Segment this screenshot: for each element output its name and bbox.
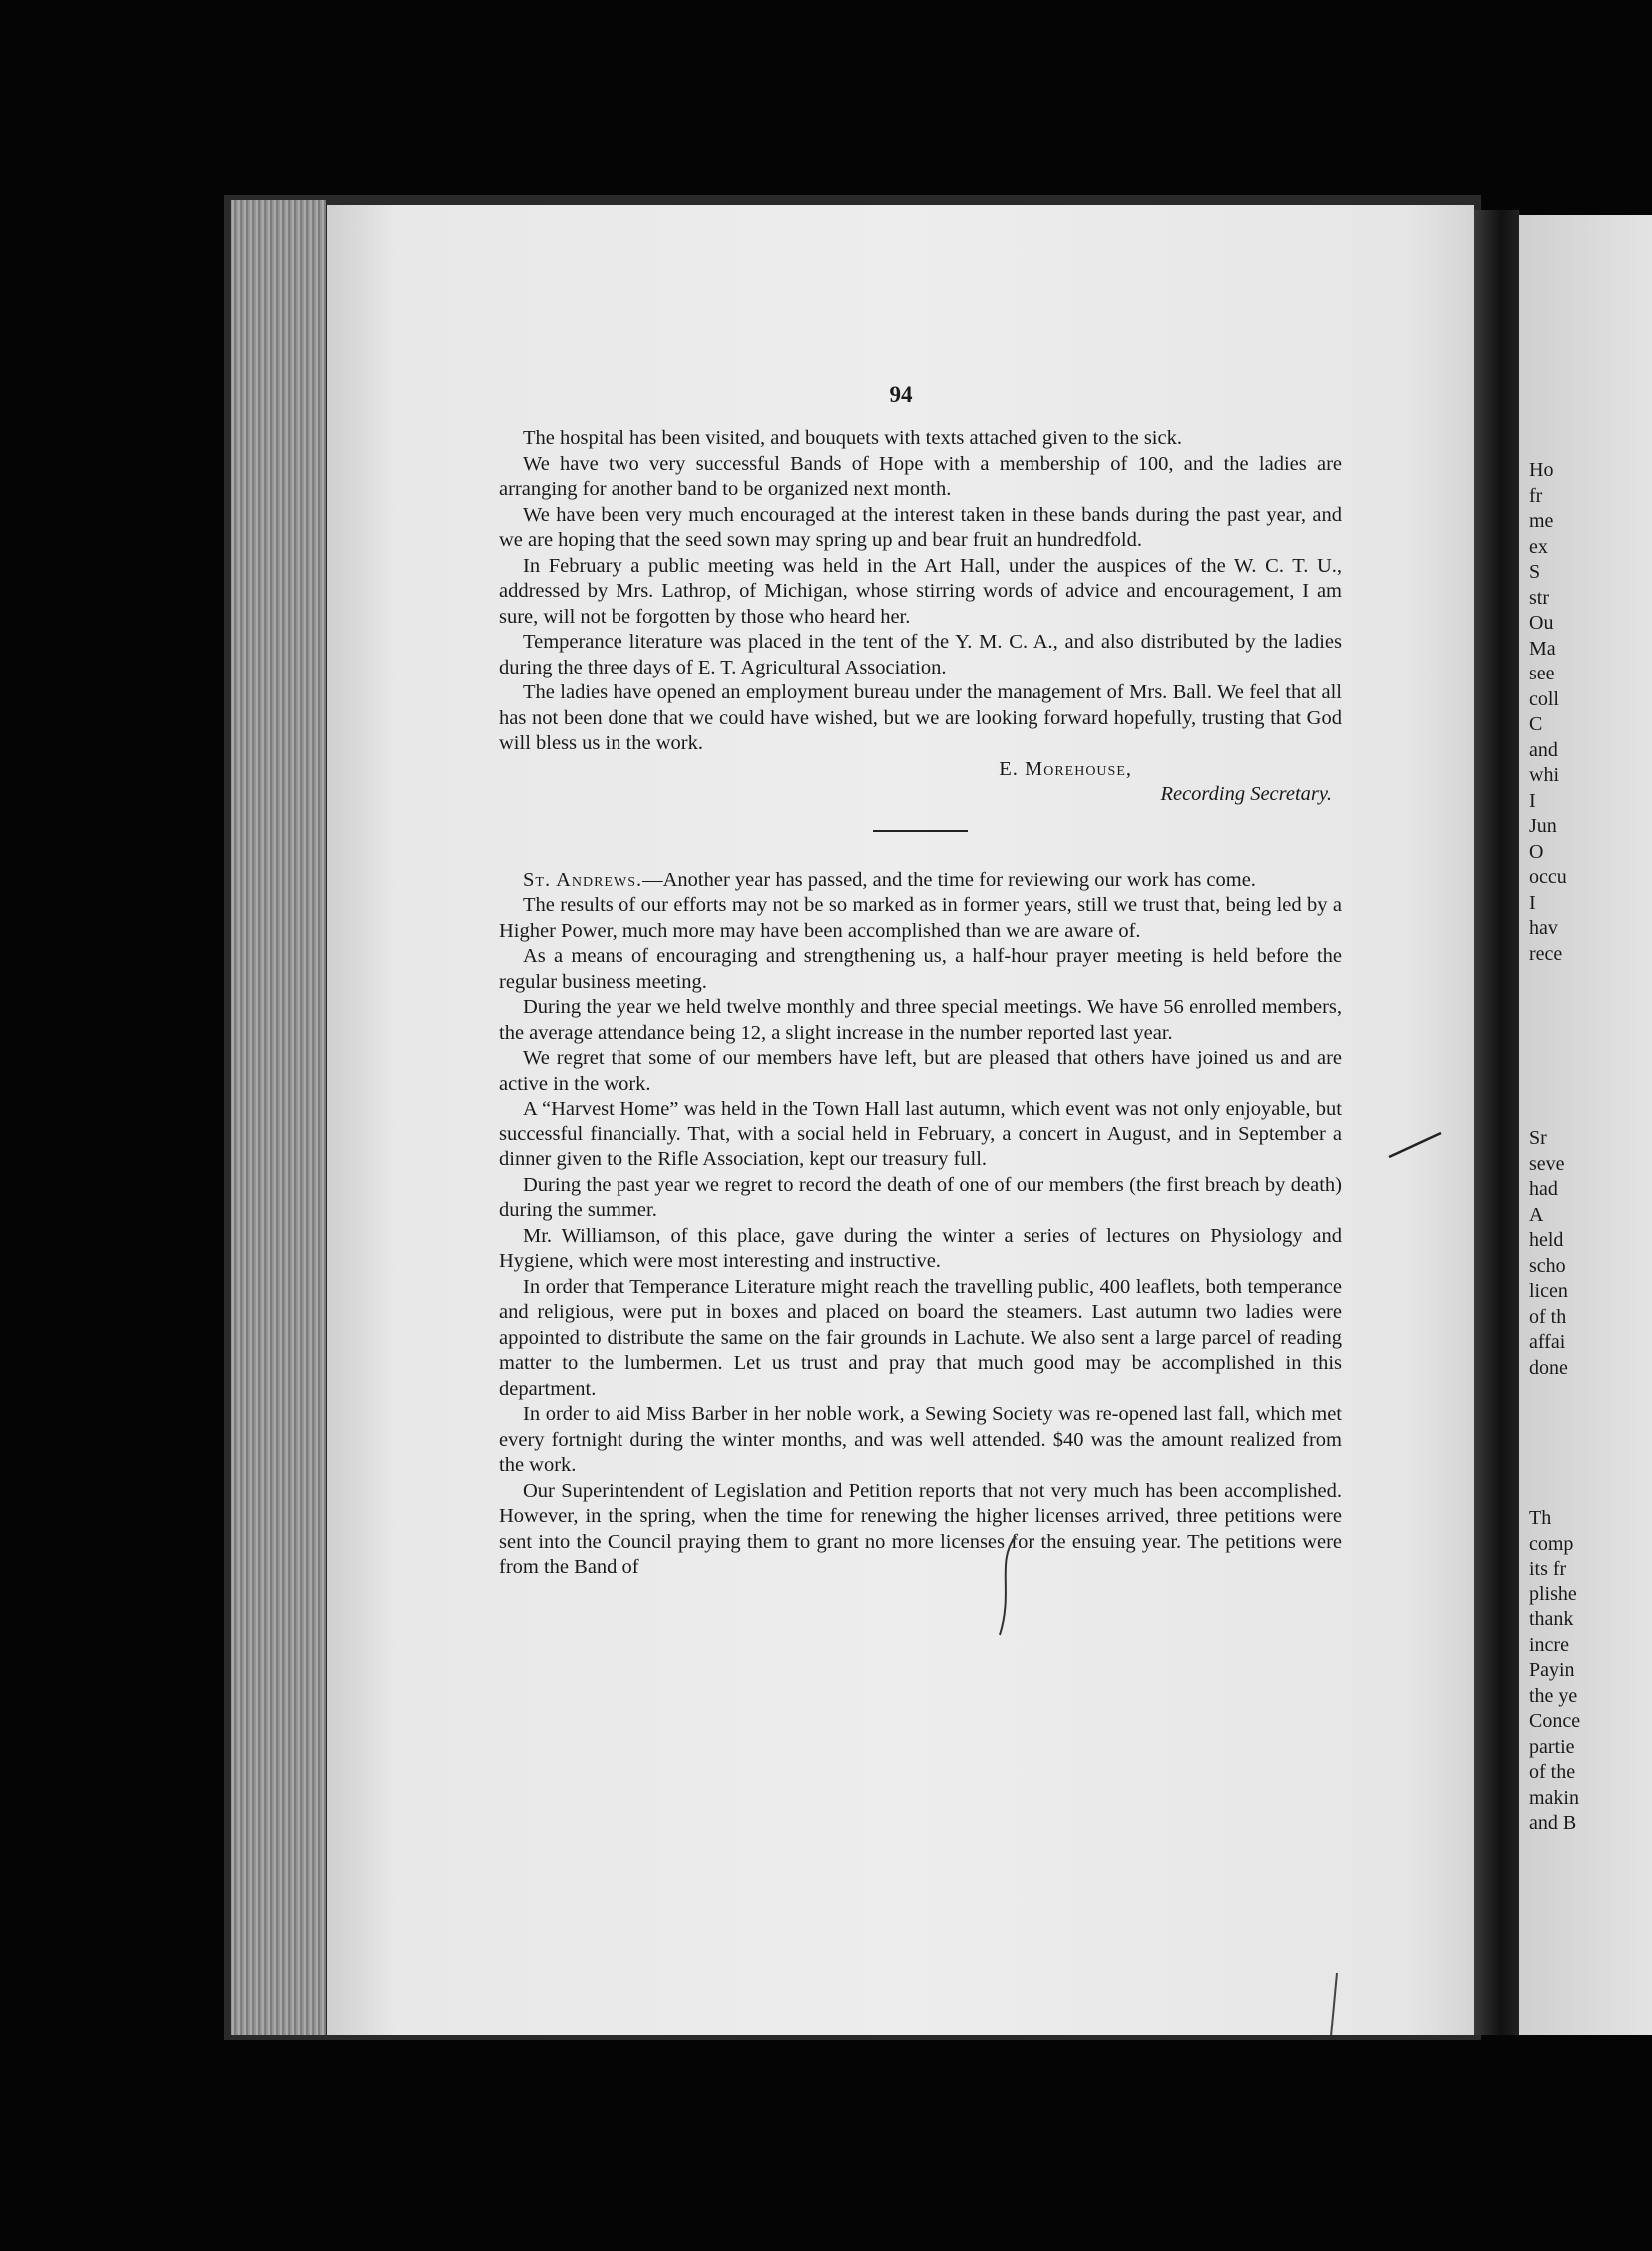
right-page-line: me [1529,510,1554,532]
paragraph: During the past year we regret to record the death of one of our members (the first breach by death) during the summer. [499,1173,1342,1221]
right-page-line: C [1529,713,1543,735]
right-page-line: held [1529,1229,1564,1251]
right-page-line: Payin [1529,1659,1575,1681]
signature-title: Recording Secretary. [1160,783,1332,805]
right-page-line: the ye [1529,1684,1578,1707]
right-page-line: plishe [1529,1582,1577,1605]
paragraph: A “Harvest Home” was held in the Town Hall last autumn, which event was not only enjoyable, but successful financially. That, with a social held in February, a concert in August, and in September a dinner given to the Rifle Association, kept our treasury full. [499,1098,1342,1170]
right-page-line: makin [1529,1786,1579,1809]
right-page-line: and B [1529,1812,1577,1834]
right-page-line: whi [1529,764,1559,786]
right-page-edge [1519,215,1652,2035]
right-page-line: seve [1529,1152,1565,1175]
right-page-line: coll [1529,687,1559,710]
paragraph: Mr. Williamson, of this place, gave during the winter a series of lectures on Physiology and Hygiene, which were most interesting and instructive. [499,1224,1342,1272]
right-page-line: str [1529,586,1549,609]
right-page-line: A [1529,1203,1544,1226]
right-page-line: affai [1529,1331,1566,1353]
right-page-line: of the [1529,1761,1576,1783]
right-page-line: fr [1529,484,1543,507]
right-page-line: had [1529,1178,1558,1200]
right-page-line: licen [1529,1280,1568,1302]
right-page-line: thank [1529,1608,1574,1630]
paragraph: The hospital has been visited, and bouquets with texts attached given to the sick. [523,427,1182,449]
left-page [327,205,1474,2035]
right-page-line: occu [1529,866,1567,888]
right-page-line: partie [1529,1735,1575,1758]
book-gutter [1474,210,1519,2035]
right-page-line: hav [1529,917,1558,939]
right-page-line: ex [1529,535,1548,558]
paragraph: As a means of encouraging and strengthening us, a half-hour prayer meeting is held before the regular business meeting. [499,945,1342,993]
right-page-line: I [1529,789,1536,812]
right-page-line: Sr [1529,1127,1547,1149]
section-heading: St. Andrews. [523,868,643,891]
paragraph: We have been very much encouraged at the interest taken in these bands during the past year, and we are hoping that the seed sown may spring up and bear fruit an hundredfold. [499,503,1342,551]
paragraph: In order to aid Miss Barber in her noble work, a Sewing Society was re-opened last fall, which met every fortnight during the winter months, and was well attended. $40 was the amount realized from the work. [499,1403,1342,1476]
right-page-line: of th [1529,1305,1567,1328]
right-page-line: rece [1529,942,1563,965]
page-number: 94 [889,382,913,407]
right-page-line: scho [1529,1254,1566,1277]
right-page-line: its fr [1529,1558,1567,1579]
pen-mark [1385,1127,1445,1167]
right-page-line: Ou [1529,612,1554,634]
right-page-line: Ma [1529,637,1556,660]
paragraph: We have two very successful Bands of Hope with a membership of 100, and the ladies are arranging for another band to be organized next month. [499,452,1342,500]
right-page-line: Ho [1529,459,1554,481]
section-intro: —Another year has passed, and the time for reviewing our work has come. [642,868,1256,891]
right-page-line: and [1529,738,1558,761]
right-page-line: I [1529,891,1536,914]
right-page-line: S [1529,561,1541,583]
right-page-line: Th [1529,1507,1552,1529]
paragraph: In February a public meeting was held in the Art Hall, under the auspices of the W. C. T. U., addressed by Mrs. Lathrop, of Michigan, whose stirring words of advice and encouragement, I am sure, will not be forgotten by those who heard her. [499,554,1342,628]
paragraph: Temperance literature was placed in the tent of the Y. M. C. A., and also distributed by the ladies during the three days of E. T. Agricultural Association. [499,631,1342,678]
paragraph: The results of our efforts may not be so marked as in former years, still we trust that, being led by a Higher Power, much more may have been accomplished than we are aware of. [499,894,1342,942]
paragraph: In order that Temperance Literature might reach the travelling public, 400 leaflets, both temperance and religious, were put in boxes and placed on board the steamers. Last autumn two ladies were appointed to distribute the same on the fair grounds in Lachute. We also sent a large parcel of reading matter to the lumbermen. Let us trust and pray that much good may be accomplished in this department. [499,1275,1342,1400]
signature-name: E. Morehouse, [999,757,1132,780]
right-page-line: see [1529,663,1555,684]
right-page-line: incre [1529,1633,1569,1656]
right-page-line: O [1529,840,1544,863]
paragraph: The ladies have opened an employment bureau under the management of Mrs. Ball. We feel that all has not been done that we could have wished, but we are looking forward hopefully, trusting that God will bless us in the work. [499,681,1342,754]
right-page-line: comp [1529,1532,1574,1555]
right-page-line: Jun [1529,815,1557,837]
right-page-line: Conce [1529,1710,1581,1732]
paragraph: We regret that some of our members have left, but are pleased that others have joined us and are active in the work. [499,1047,1342,1095]
paragraph: Our Superintendent of Legislation and Petition reports that not very much has been accomplished. However, in the spring, when the time for renewing the higher licenses arrived, three petitions were sent into the Council praying them to grant no more licenses for the ensuing year. The petitions were from the Band of [499,1479,1342,1577]
section-divider [873,830,968,832]
pen-mark [1325,1971,1345,2035]
right-page-line: done [1529,1356,1568,1379]
pen-mark [986,1532,1026,1641]
paragraph: During the year we held twelve monthly and three special meetings. We have 56 enrolled members, the average attendance being 12, a slight increase in the number reported last year. [499,996,1342,1044]
page-edges [231,200,326,2035]
section-heading-paragraph [499,868,1342,894]
section-report-1 [499,426,1342,1580]
